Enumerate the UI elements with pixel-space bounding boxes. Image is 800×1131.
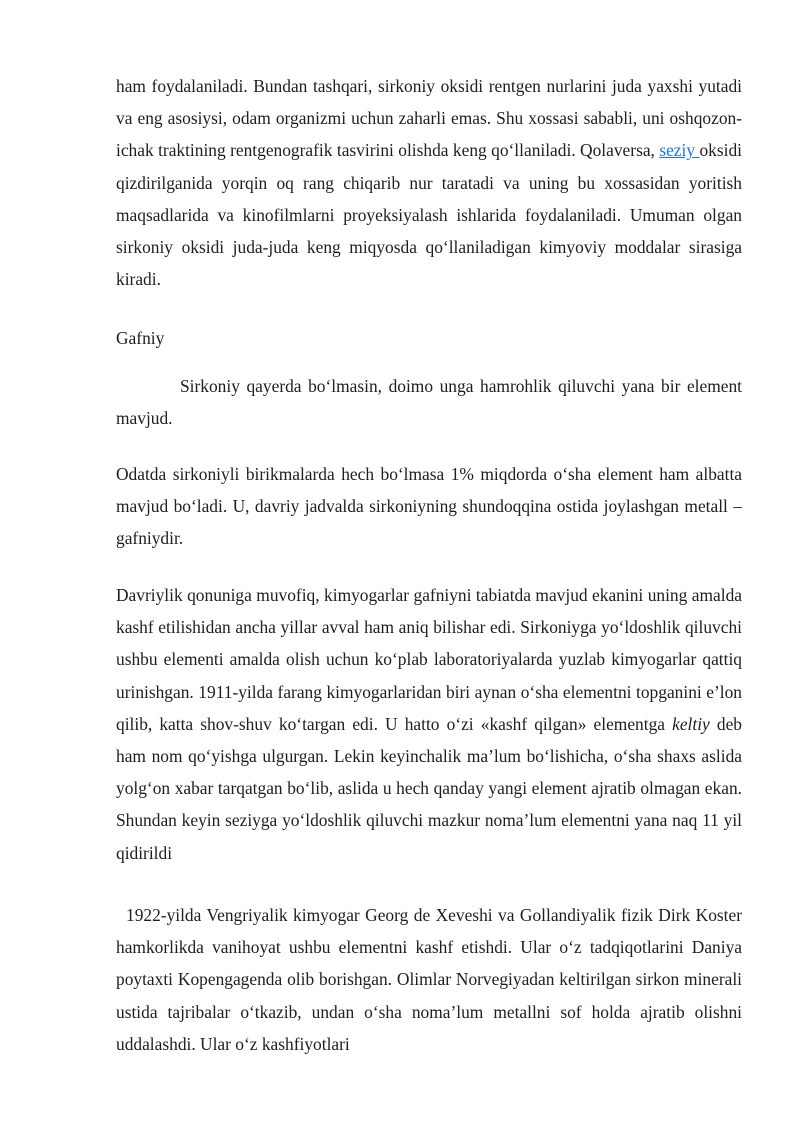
paragraph-text: deb ham nom qo‘yishga ulgurgan. Lekin keyinchalik ma’lum bo‘lishicha, o‘sha shaxs aslida yolg‘on xabar tarqatgan bo‘lib, aslida u hech qanday yangi element ajratib olmagan ekan. Shundan keyin seziyga yo‘ldoshlik qiluvchi mazkur noma’lum elementni yana naq 11 yil qidirildi <box>116 713 742 863</box>
paragraph-hafnium-intro: Odatda sirkoniyli birikmalarda hech bo‘lmasa 1% miqdorda o‘sha element ham albatta mavjud bo‘ladi. U, davriy jadvalda sirkoniyning shundoqqina ostida joylashgan metall – gafniydir. <box>116 464 742 549</box>
keltiy-emphasis: keltiy <box>672 713 710 734</box>
section-heading-gafniy: Gafniy <box>116 328 165 348</box>
paragraph-1922-discovery: 1922-yilda Vengriyalik kimyogar Georg de Xeveshi va Gollandiyalik fizik Dirk Koster hamkorlikda vanihoyat ushbu elementni kashf etishdi. Ular o‘z tadqiqotlarini Daniya poytaxti Kopengagenda olib borishgan. Olimlar Norvegiyadan keltirilgan sirkon minerali ustida tajribalar o‘tkazib, undan o‘sha noma’lum metallni sof holda ajratib olishni uddalashdi. Ular o‘z kashfiyotlari <box>116 905 742 1054</box>
paragraph-companion-element: Sirkoniy qayerda bo‘lmasin, doimo unga hamrohlik qiluvchi yana bir element mavjud. <box>116 376 742 429</box>
paragraph-text: oksidi qizdirilganida yorqin oq rang chiqarib nur taratadi va uning bu xossasidan yoritish maqsadlarida va kinofilmlarni proyeksiyalash ishlarida foydalaniladi. Umuman olgan sirkoniy oksidi juda-juda keng miqyosda qo‘llaniladigan kimyoviy moddalar sirasiga kiradi. <box>116 140 742 290</box>
seziy-link[interactable]: seziy <box>659 140 700 161</box>
paragraph-discovery-history <box>116 579 742 869</box>
paragraph-text: Davriylik qonuniga muvofiq, kimyogarlar gafniyni tabiatda mavjud ekanini uning amalda kashf etilishidan ancha yillar avval ham aniq bilishar edi. Sirkoniyga yo‘ldoshlik qiluvchi ushbu elementi amalda olish uchun ko‘plab laboratoriyalarda yuzlab kimyogarlar qattiq urinishgan. 1911-yilda farang kimyogarlaridan biri aynan o‘sha elementni topganini e’lon qilib, katta shov-shuv ko‘targan edi. U hatto o‘zi «kashf qilgan» elementga <box>116 585 742 734</box>
paragraph-text: ham foydalaniladi. Bundan tashqari, sirkoniy oksidi rentgen nurlarini juda yaxshi yutadi va eng asosiysi, odam organizmi uchun zaharli emas. Shu xossasi sababli, uni oshqozon-ichak traktining rentgenografik tasvirini olishda keng qo‘llaniladi. Qolaversa, <box>116 76 742 161</box>
paragraph-zirconium-oxide-uses <box>116 70 742 295</box>
